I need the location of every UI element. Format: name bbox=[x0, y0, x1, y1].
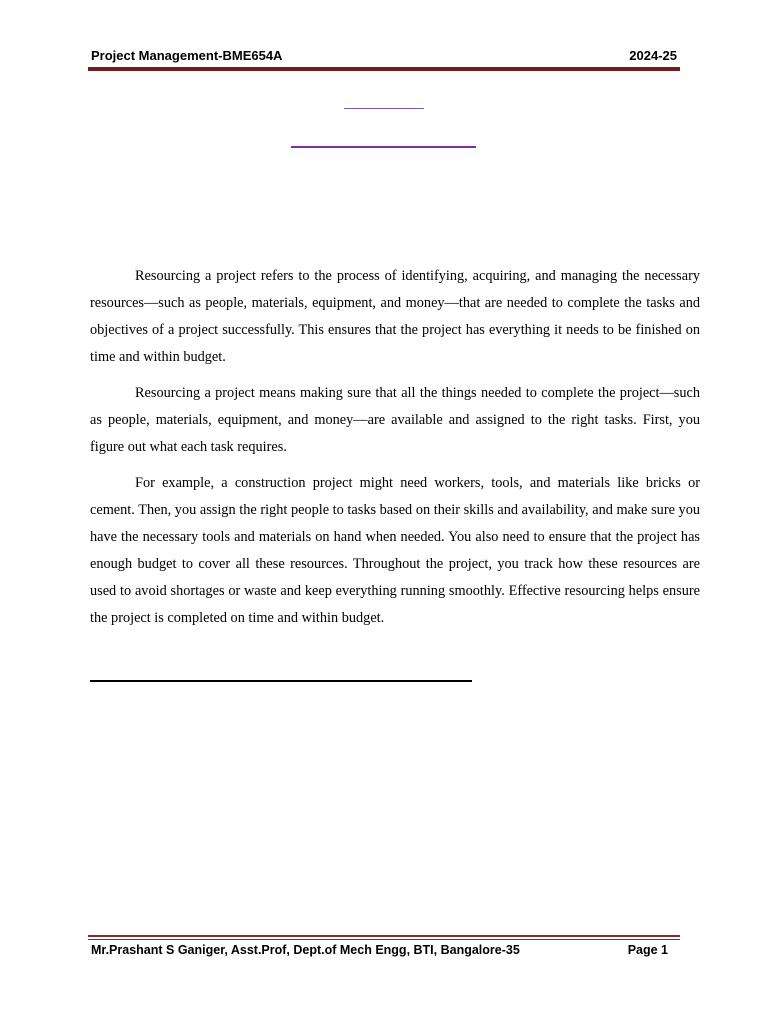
paragraph-example: For example, a construction project might need workers, tools, and materials like bricks or cement. Then, you assign the right people to tasks based on their skills and availability, and make sure you have the necessary tools and materials on hand when needed. You also need to ensure that the project has enough budget to cover all these resources. Throughout the project, you track how these resources are used to avoid shortages or waste and keep everything running smoothly. Effective resourcing helps ensure the project is completed on time and within budget. bbox=[90, 475, 700, 626]
header-course-title: Project Management-BME654A bbox=[91, 48, 283, 63]
heading-underline-long bbox=[291, 146, 476, 148]
header-rule bbox=[88, 67, 680, 71]
paragraph-definition: Resourcing a project refers to the process of identifying, acquiring, and managing the necessary resources—such as people, materials, equipment, and money—that are needed to complete the tasks and objectives of a project successfully. This ensures that the project has everything it needs to be finished on time and within budget. bbox=[90, 268, 700, 365]
heading-underline-short bbox=[344, 108, 424, 109]
page-header bbox=[91, 48, 677, 68]
footer-rule-top bbox=[88, 935, 680, 937]
section-divider bbox=[90, 680, 472, 682]
body-text bbox=[90, 263, 700, 641]
header-academic-year: 2024-25 bbox=[629, 48, 677, 63]
footer-author: Mr.Prashant S Ganiger, Asst.Prof, Dept.of Mech Engg, BTI, Bangalore-35 bbox=[91, 943, 520, 957]
footer-page-number: Page 1 bbox=[627, 943, 668, 957]
paragraph-meaning: Resourcing a project means making sure that all the things needed to complete the project—such as people, materials, equipment, and money—are available and assigned to the right tasks. First, you figure out what each task requires. bbox=[90, 385, 700, 455]
footer-rule-bottom bbox=[88, 939, 680, 940]
page-footer bbox=[91, 943, 668, 963]
